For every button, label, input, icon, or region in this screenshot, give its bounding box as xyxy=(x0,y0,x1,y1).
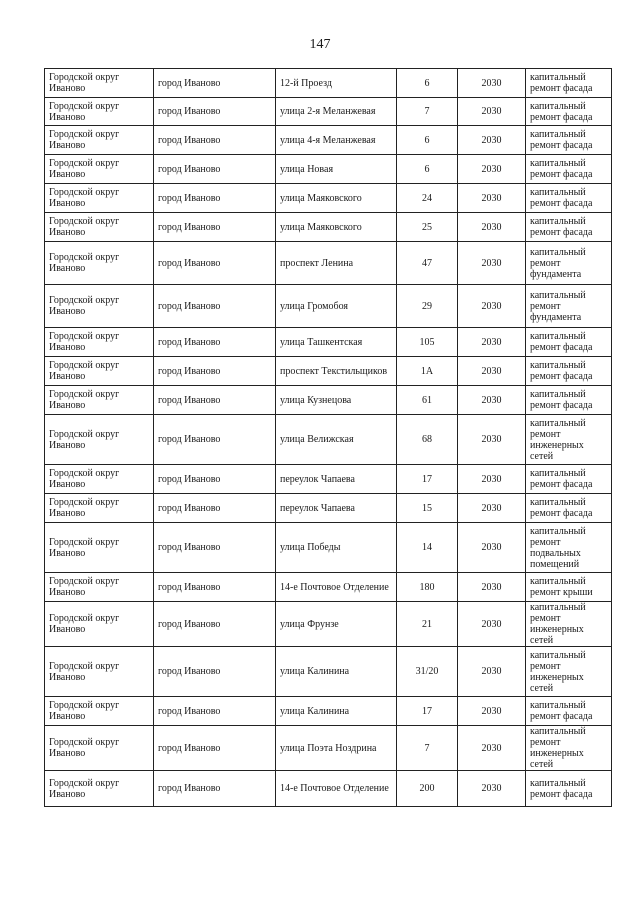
table-row xyxy=(45,697,612,726)
city-cell: город Иваново xyxy=(154,465,276,494)
year-cell: 2030 xyxy=(458,285,526,328)
work-type-cell: капитальный ремонт фасада xyxy=(526,771,612,807)
year-cell: 2030 xyxy=(458,386,526,415)
district-cell: Городской округ Иваново xyxy=(45,465,154,494)
work-type-cell: капитальный ремонт фундамента xyxy=(526,285,612,328)
house-number-cell: 6 xyxy=(397,69,458,98)
street-cell: 14-е Почтовое Отделение xyxy=(276,771,397,807)
year-cell: 2030 xyxy=(458,69,526,98)
housing-repair-table xyxy=(44,68,612,807)
table-body xyxy=(45,69,612,807)
district-cell: Городской округ Иваново xyxy=(45,573,154,602)
city-cell: город Иваново xyxy=(154,523,276,573)
house-number-cell: 6 xyxy=(397,126,458,155)
table-row xyxy=(45,465,612,494)
house-number-cell: 105 xyxy=(397,328,458,357)
table-row xyxy=(45,328,612,357)
year-cell: 2030 xyxy=(458,647,526,697)
street-cell: улица Победы xyxy=(276,523,397,573)
city-cell: город Иваново xyxy=(154,726,276,771)
table-row xyxy=(45,386,612,415)
street-cell: улица Маяковского xyxy=(276,213,397,242)
work-type-cell: капитальный ремонт фасада xyxy=(526,386,612,415)
year-cell: 2030 xyxy=(458,771,526,807)
table-row xyxy=(45,69,612,98)
table-row xyxy=(45,573,612,602)
street-cell: улица Велижская xyxy=(276,415,397,465)
work-type-cell: капитальный ремонт фасада xyxy=(526,126,612,155)
district-cell: Городской округ Иваново xyxy=(45,98,154,126)
street-cell: улица Новая xyxy=(276,155,397,184)
district-cell: Городской округ Иваново xyxy=(45,697,154,726)
work-type-cell: капитальный ремонт крыши xyxy=(526,573,612,602)
house-number-cell: 21 xyxy=(397,602,458,647)
year-cell: 2030 xyxy=(458,328,526,357)
street-cell: переулок Чапаева xyxy=(276,494,397,523)
house-number-cell: 47 xyxy=(397,242,458,285)
year-cell: 2030 xyxy=(458,726,526,771)
table-row xyxy=(45,357,612,386)
page-number: 147 xyxy=(309,37,331,52)
house-number-cell: 7 xyxy=(397,726,458,771)
street-cell: улица Калинина xyxy=(276,647,397,697)
district-cell: Городской округ Иваново xyxy=(45,523,154,573)
district-cell: Городской округ Иваново xyxy=(45,285,154,328)
house-number-cell: 15 xyxy=(397,494,458,523)
city-cell: город Иваново xyxy=(154,213,276,242)
city-cell: город Иваново xyxy=(154,573,276,602)
year-cell: 2030 xyxy=(458,415,526,465)
street-cell: улица Поэта Ноздрина xyxy=(276,726,397,771)
table-row xyxy=(45,155,612,184)
house-number-cell: 29 xyxy=(397,285,458,328)
house-number-cell: 31/20 xyxy=(397,647,458,697)
house-number-cell: 17 xyxy=(397,697,458,726)
district-cell: Городской округ Иваново xyxy=(45,69,154,98)
city-cell: город Иваново xyxy=(154,602,276,647)
city-cell: город Иваново xyxy=(154,242,276,285)
district-cell: Городской округ Иваново xyxy=(45,184,154,213)
work-type-cell: капитальный ремонт фасада xyxy=(526,98,612,126)
city-cell: город Иваново xyxy=(154,69,276,98)
table-row xyxy=(45,184,612,213)
district-cell: Городской округ Иваново xyxy=(45,494,154,523)
city-cell: город Иваново xyxy=(154,357,276,386)
work-type-cell: капитальный ремонт фундамента xyxy=(526,242,612,285)
district-cell: Городской округ Иваново xyxy=(45,213,154,242)
year-cell: 2030 xyxy=(458,126,526,155)
city-cell: город Иваново xyxy=(154,126,276,155)
work-type-cell: капитальный ремонт фасада xyxy=(526,184,612,213)
year-cell: 2030 xyxy=(458,523,526,573)
district-cell: Городской округ Иваново xyxy=(45,602,154,647)
table-row xyxy=(45,213,612,242)
house-number-cell: 25 xyxy=(397,213,458,242)
work-type-cell: капитальный ремонт подвальных помещений xyxy=(526,523,612,573)
city-cell: город Иваново xyxy=(154,155,276,184)
table-row xyxy=(45,726,612,771)
work-type-cell: капитальный ремонт инженерных сетей xyxy=(526,602,612,647)
year-cell: 2030 xyxy=(458,697,526,726)
street-cell: улица Кузнецова xyxy=(276,386,397,415)
district-cell: Городской округ Иваново xyxy=(45,242,154,285)
work-type-cell: капитальный ремонт фасада xyxy=(526,328,612,357)
street-cell: 14-е Почтовое Отделение xyxy=(276,573,397,602)
work-type-cell: капитальный ремонт фасада xyxy=(526,155,612,184)
street-cell: улица Калинина xyxy=(276,697,397,726)
year-cell: 2030 xyxy=(458,494,526,523)
table-row xyxy=(45,771,612,807)
table-row xyxy=(45,602,612,647)
year-cell: 2030 xyxy=(458,602,526,647)
street-cell: улица 4-я Меланжевая xyxy=(276,126,397,155)
city-cell: город Иваново xyxy=(154,328,276,357)
street-cell: проспект Ленина xyxy=(276,242,397,285)
house-number-cell: 24 xyxy=(397,184,458,213)
work-type-cell: капитальный ремонт фасада xyxy=(526,69,612,98)
table-row xyxy=(45,242,612,285)
house-number-cell: 6 xyxy=(397,155,458,184)
district-cell: Городской округ Иваново xyxy=(45,647,154,697)
district-cell: Городской округ Иваново xyxy=(45,126,154,155)
district-cell: Городской округ Иваново xyxy=(45,357,154,386)
table-row xyxy=(45,415,612,465)
work-type-cell: капитальный ремонт фасада xyxy=(526,494,612,523)
table-row xyxy=(45,523,612,573)
year-cell: 2030 xyxy=(458,465,526,494)
year-cell: 2030 xyxy=(458,155,526,184)
work-type-cell: капитальный ремонт фасада xyxy=(526,213,612,242)
house-number-cell: 180 xyxy=(397,573,458,602)
city-cell: город Иваново xyxy=(154,386,276,415)
district-cell: Городской округ Иваново xyxy=(45,771,154,807)
work-type-cell: капитальный ремонт инженерных сетей xyxy=(526,726,612,771)
work-type-cell: капитальный ремонт фасада xyxy=(526,465,612,494)
house-number-cell: 14 xyxy=(397,523,458,573)
street-cell: улица Маяковского xyxy=(276,184,397,213)
street-cell: переулок Чапаева xyxy=(276,465,397,494)
work-type-cell: капитальный ремонт фасада xyxy=(526,357,612,386)
street-cell: улица 2-я Меланжевая xyxy=(276,98,397,126)
city-cell: город Иваново xyxy=(154,285,276,328)
district-cell: Городской округ Иваново xyxy=(45,155,154,184)
table-row xyxy=(45,126,612,155)
district-cell: Городской округ Иваново xyxy=(45,386,154,415)
year-cell: 2030 xyxy=(458,573,526,602)
house-number-cell: 17 xyxy=(397,465,458,494)
city-cell: город Иваново xyxy=(154,494,276,523)
table-row xyxy=(45,285,612,328)
street-cell: проспект Текстильщиков xyxy=(276,357,397,386)
city-cell: город Иваново xyxy=(154,771,276,807)
house-number-cell: 61 xyxy=(397,386,458,415)
year-cell: 2030 xyxy=(458,213,526,242)
city-cell: город Иваново xyxy=(154,647,276,697)
city-cell: город Иваново xyxy=(154,415,276,465)
street-cell: улица Ташкентская xyxy=(276,328,397,357)
house-number-cell: 200 xyxy=(397,771,458,807)
table-row xyxy=(45,98,612,126)
work-type-cell: капитальный ремонт фасада xyxy=(526,697,612,726)
district-cell: Городской округ Иваново xyxy=(45,726,154,771)
table-row xyxy=(45,494,612,523)
city-cell: город Иваново xyxy=(154,184,276,213)
street-cell: улица Фрунзе xyxy=(276,602,397,647)
work-type-cell: капитальный ремонт инженерных сетей xyxy=(526,647,612,697)
house-number-cell: 68 xyxy=(397,415,458,465)
house-number-cell: 7 xyxy=(397,98,458,126)
street-cell: 12-й Проезд xyxy=(276,69,397,98)
year-cell: 2030 xyxy=(458,242,526,285)
city-cell: город Иваново xyxy=(154,98,276,126)
year-cell: 2030 xyxy=(458,357,526,386)
house-number-cell: 1А xyxy=(397,357,458,386)
table-row xyxy=(45,647,612,697)
work-type-cell: капитальный ремонт инженерных сетей xyxy=(526,415,612,465)
district-cell: Городской округ Иваново xyxy=(45,328,154,357)
year-cell: 2030 xyxy=(458,98,526,126)
year-cell: 2030 xyxy=(458,184,526,213)
city-cell: город Иваново xyxy=(154,697,276,726)
district-cell: Городской округ Иваново xyxy=(45,415,154,465)
street-cell: улица Громобоя xyxy=(276,285,397,328)
